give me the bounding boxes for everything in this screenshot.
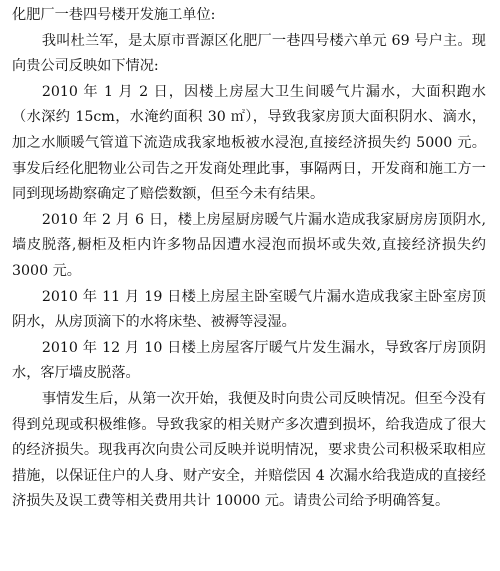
paragraph-incident-4: 2010 年 12 月 10 日楼上房屋客厅暖气片发生漏水，导致客厅房顶阴水，客厅墙皮脱落。 (12, 339, 486, 382)
paragraph-incident-1: 2010 年 1 月 2 日，因楼上房屋大卫生间暖气片漏水，大面积跑水（水深约 15cm，水淹约面积 30 ㎡），导致我家房顶大面积阴水、滴水，加之水顺暖气管道下流造成我家地板被水浸泡,直接经济损失约 5000 元。事发后经化肥物业公司告之开发商处理此事，事隔两日，开发商和施工方一同到现场勘察确定了赔偿数额，但至今未有结果。 (12, 83, 486, 203)
paragraph-request: 事情发生后，从第一次开始，我便及时向贵公司反映情况。但至今没有得到兑现或积极维修。导致我家的相关财产多次遭到损坏，给我造成了很大的经济损失。现我再次向贵公司反映并说明情况，要求贵公司积极采取相应措施，以保证住户的人身、财产安全，并赔偿因 4 次漏水给我造成的直接经济损失及误工费等相关费用共计 10000 元。请贵公司给予明确答复。 (12, 390, 486, 510)
paragraph-incident-2: 2010 年 2 月 6 日，楼上房屋厨房暖气片漏水造成我家厨房房顶阴水,墙皮脱落,橱柜及柜内许多物品因遭水浸泡而损坏或失效,直接经济损失约 3000 元。 (12, 211, 486, 279)
paragraph-incident-3: 2010 年 11 月 19 日楼上房屋主卧室暖气片漏水造成我家主卧室房顶阴水，从房顶滴下的水将床垫、被褥等浸湿。 (12, 288, 486, 331)
paragraph-introduction: 我叫杜兰军，是太原市晋源区化肥厂一巷四号楼六单元 69 号户主。现向贵公司反映如下情况: (12, 32, 486, 75)
salutation-line: 化肥厂一巷四号楼开发施工单位: (12, 7, 216, 23)
